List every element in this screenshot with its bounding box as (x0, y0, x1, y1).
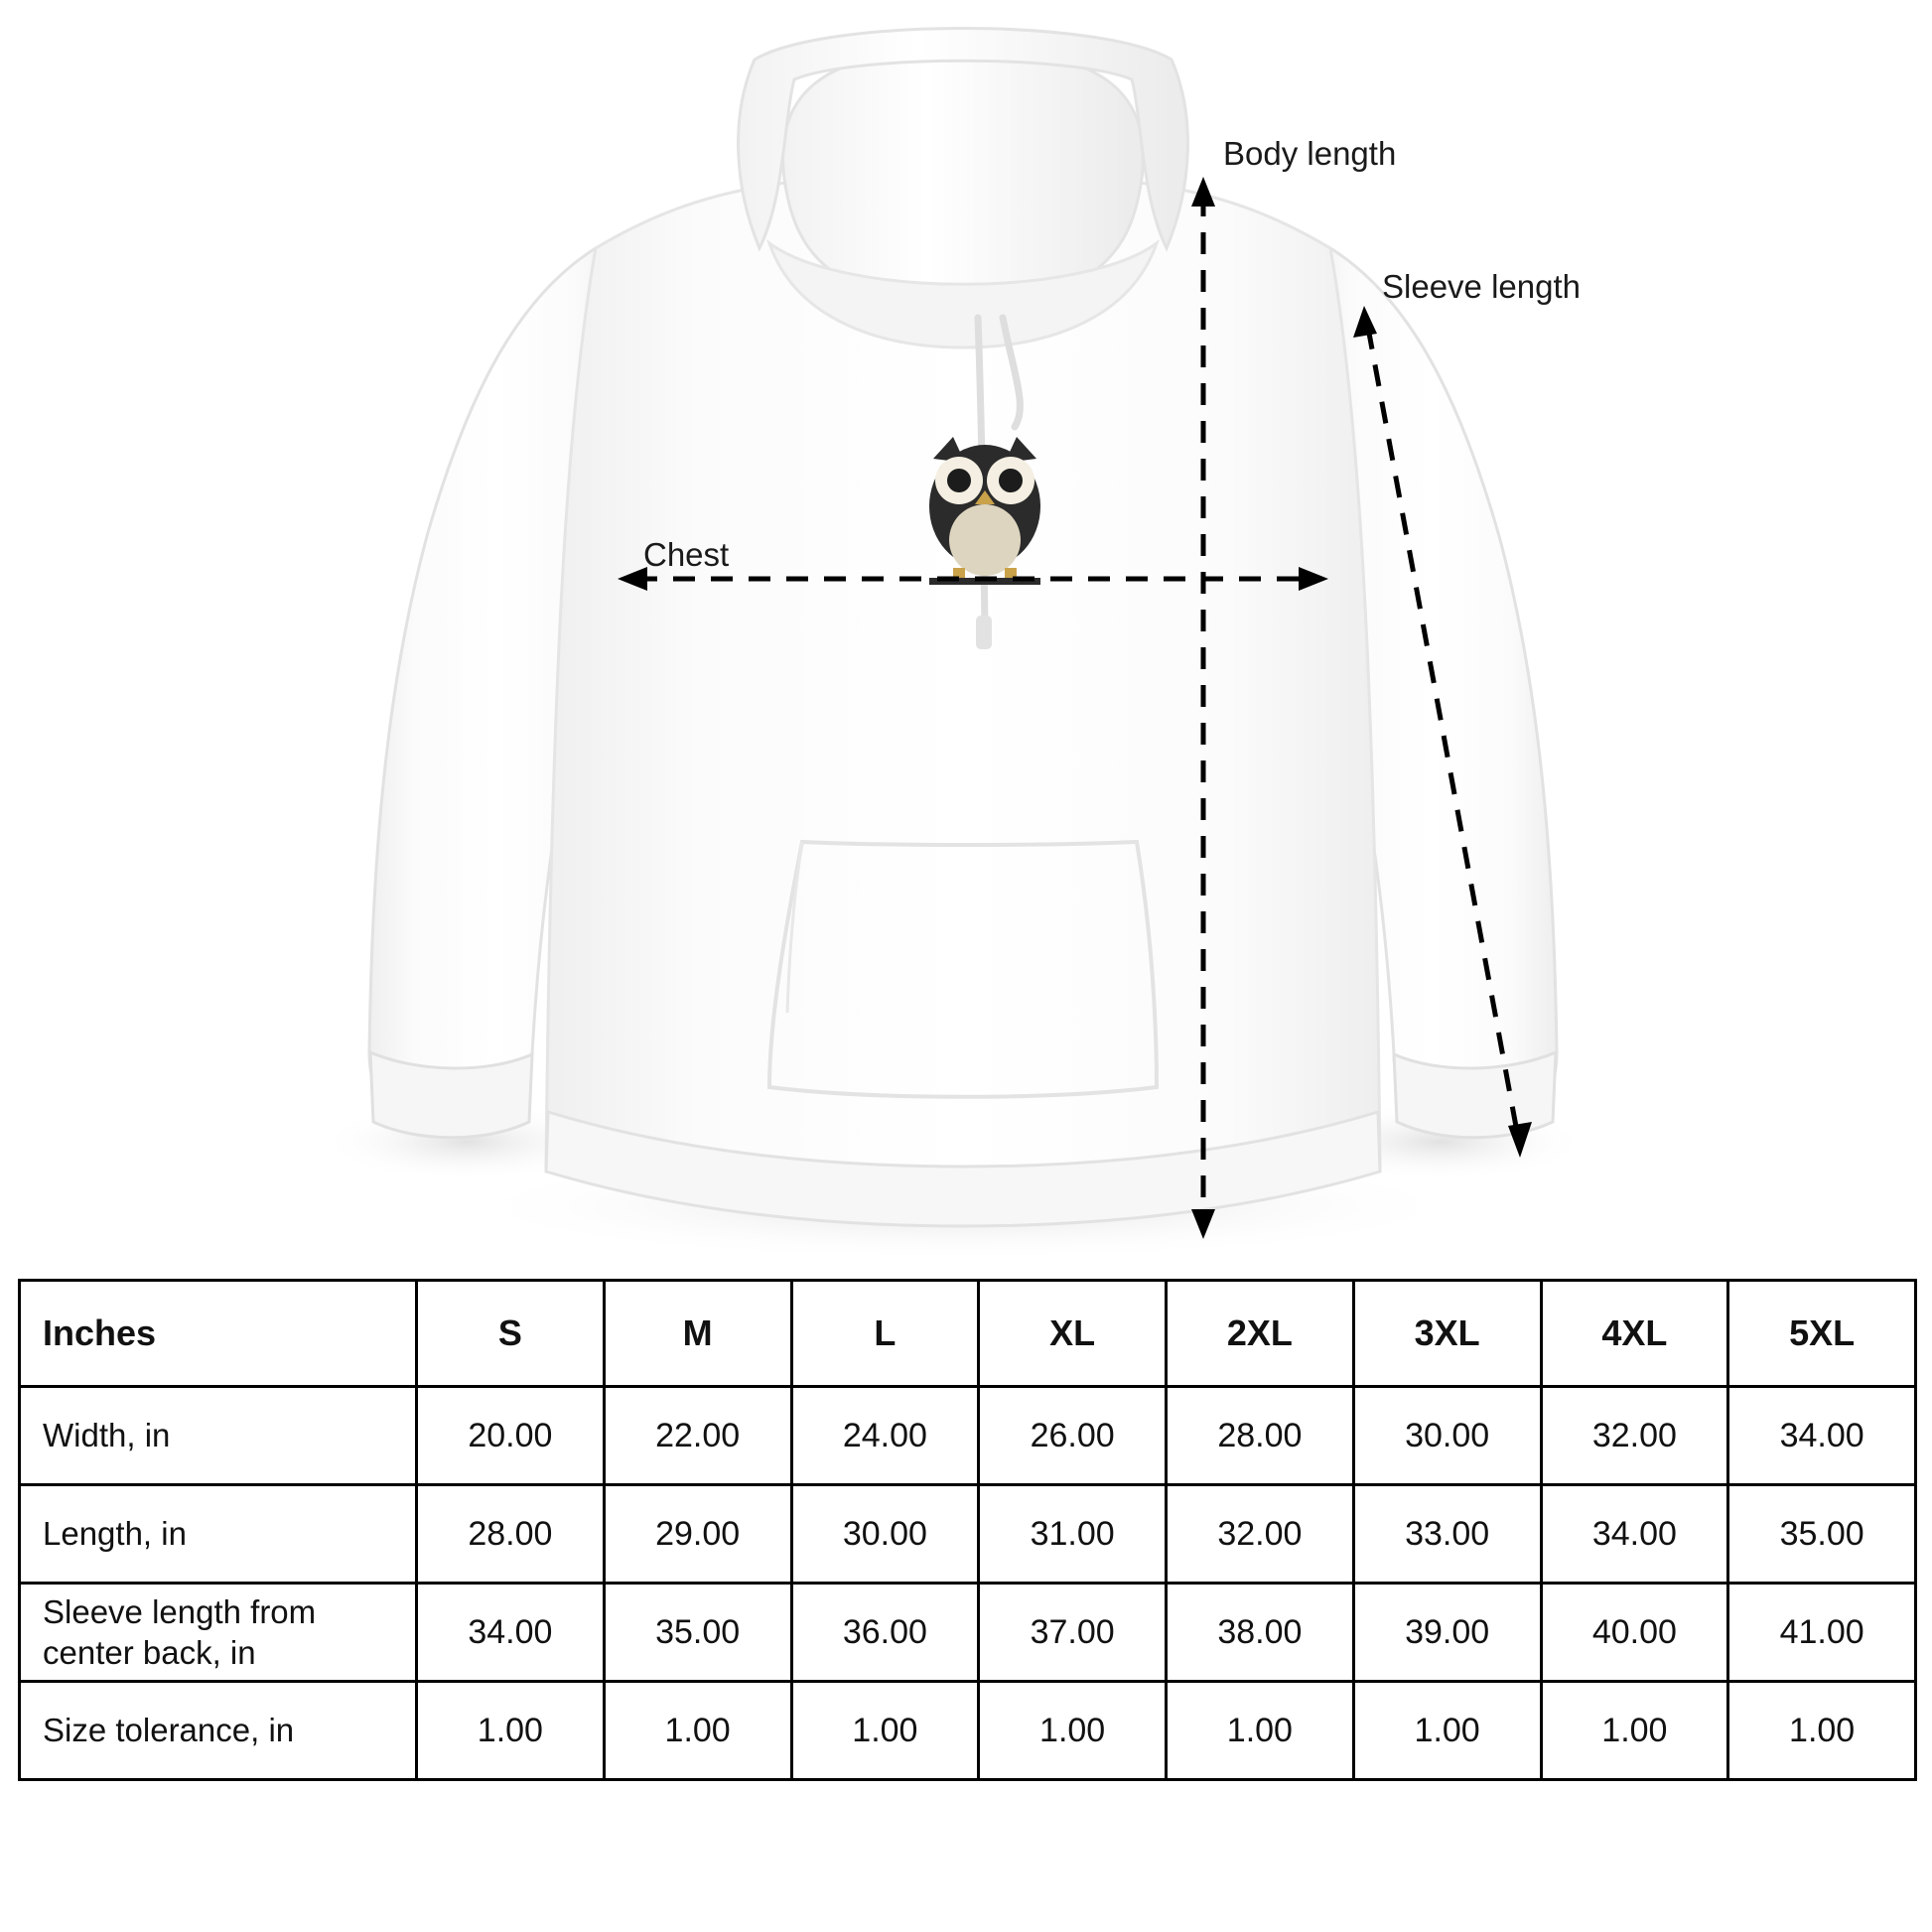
size-header-5xl: 5XL (1728, 1281, 1916, 1387)
size-header-l: L (791, 1281, 979, 1387)
cell-length-xl: 31.00 (979, 1485, 1167, 1584)
table-header-row (20, 1281, 1916, 1387)
size-header-xl: XL (979, 1281, 1167, 1387)
cell-width-l: 24.00 (791, 1387, 979, 1485)
cell-length-m: 29.00 (604, 1485, 791, 1584)
cell-width-m: 22.00 (604, 1387, 791, 1485)
table-row (20, 1387, 1916, 1485)
cell-tolerance-l: 1.00 (791, 1682, 979, 1780)
cell-length-3xl: 33.00 (1353, 1485, 1541, 1584)
cell-sleeve-xl: 37.00 (979, 1584, 1167, 1682)
size-header-4xl: 4XL (1541, 1281, 1728, 1387)
cell-width-3xl: 30.00 (1353, 1387, 1541, 1485)
row-label-sleeve-length: Sleeve length from center back, in (20, 1584, 417, 1682)
unit-header: Inches (20, 1281, 417, 1387)
cell-width-s: 20.00 (417, 1387, 605, 1485)
hoodie-drawstring-tip (976, 616, 992, 649)
cell-length-s: 28.00 (417, 1485, 605, 1584)
cell-width-5xl: 34.00 (1728, 1387, 1916, 1485)
table-row (20, 1485, 1916, 1584)
row-label-size-tolerance: Size tolerance, in (20, 1682, 417, 1780)
cell-width-xl: 26.00 (979, 1387, 1167, 1485)
cell-tolerance-s: 1.00 (417, 1682, 605, 1780)
cell-sleeve-l: 36.00 (791, 1584, 979, 1682)
cell-tolerance-5xl: 1.00 (1728, 1682, 1916, 1780)
cell-tolerance-m: 1.00 (604, 1682, 791, 1780)
cell-tolerance-2xl: 1.00 (1167, 1682, 1354, 1780)
cell-sleeve-m: 35.00 (604, 1584, 791, 1682)
cell-length-l: 30.00 (791, 1485, 979, 1584)
cell-tolerance-4xl: 1.00 (1541, 1682, 1728, 1780)
size-header-3xl: 3XL (1353, 1281, 1541, 1387)
size-header-s: S (417, 1281, 605, 1387)
size-chart-table (18, 1279, 1917, 1781)
cell-tolerance-3xl: 1.00 (1353, 1682, 1541, 1780)
row-label-width: Width, in (20, 1387, 417, 1485)
cell-sleeve-5xl: 41.00 (1728, 1584, 1916, 1682)
chest-label: Chest (643, 536, 730, 573)
cell-length-5xl: 35.00 (1728, 1485, 1916, 1584)
size-header-m: M (604, 1281, 791, 1387)
cell-sleeve-4xl: 40.00 (1541, 1584, 1728, 1682)
cell-width-2xl: 28.00 (1167, 1387, 1354, 1485)
cell-length-4xl: 34.00 (1541, 1485, 1728, 1584)
sleeve-length-label: Sleeve length (1382, 268, 1581, 305)
cell-tolerance-xl: 1.00 (979, 1682, 1167, 1780)
cell-sleeve-2xl: 38.00 (1167, 1584, 1354, 1682)
cell-sleeve-3xl: 39.00 (1353, 1584, 1541, 1682)
row-label-length: Length, in (20, 1485, 417, 1584)
table-row (20, 1682, 1916, 1780)
cell-width-4xl: 32.00 (1541, 1387, 1728, 1485)
size-chart-table-container (18, 1279, 1914, 1781)
cell-length-2xl: 32.00 (1167, 1485, 1354, 1584)
table-row (20, 1584, 1916, 1682)
body-length-label: Body length (1223, 135, 1397, 172)
cell-sleeve-s: 34.00 (417, 1584, 605, 1682)
size-header-2xl: 2XL (1167, 1281, 1354, 1387)
